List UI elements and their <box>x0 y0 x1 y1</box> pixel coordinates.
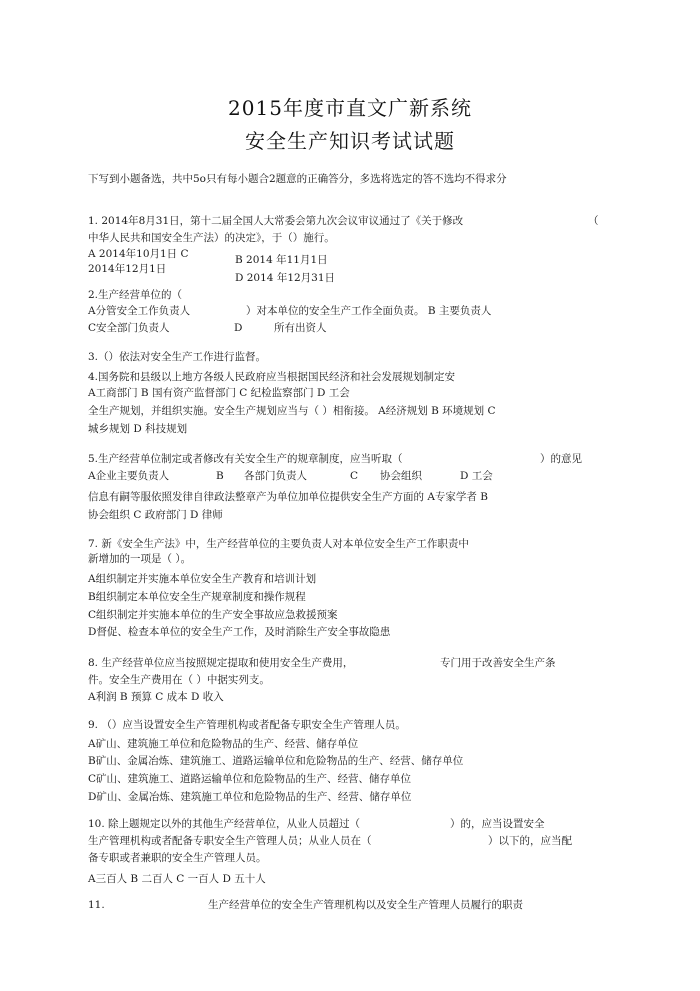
question-2-options-ab: A分管安全工作负责人 ）对本单位的安全生产工作全面负责。 B 主要负责人 <box>88 305 492 317</box>
question-2-options-cd: C安全部门负责人 D 所有出资人 <box>88 322 327 334</box>
question-10-stem: 10. 除上题规定以外的其他生产经营单位，从业人员超过（ ）的，应当设置安全 <box>88 818 545 830</box>
question-7-option-a: A组织制定并实施本单位安全生产教育和培训计划 <box>88 573 317 585</box>
question-10-stem-end: 备专职或者兼职的安全生产管理人员。 <box>88 852 267 864</box>
question-4-line-2: A工商部门 B 国有资产监督部门 C 纪检监察部门 D 工会 <box>88 387 350 399</box>
page-subtitle: 安全生产知识考试试题 <box>245 129 455 153</box>
question-2-stem: 2.生产经营单位的（ <box>88 289 183 301</box>
question-8-options: A利润 B 预算 C 成本 D 收入 <box>88 691 224 703</box>
question-7-stem: 7. 新《安全生产法》中，生产经营单位的主要负责人对本单位安全生产工作职责中 <box>88 538 469 550</box>
question-7-option-b: B组织制定本单位安全生产规章制度和操作规程 <box>88 591 306 603</box>
question-7-option-d: D督促、检查本单位的安全生产工作，及时消除生产安全事故隐患 <box>88 626 391 638</box>
question-4-line-4: 城乡规划 D 科技规划 <box>88 423 188 435</box>
question-5-options: A企业主要负责人 B 各部门负责人 C 协会组织 D 工会 <box>88 470 493 482</box>
question-7-option-c: C组织制定并实施本单位的生产安全事故应急救援预案 <box>88 609 338 621</box>
question-1-option-a: A 2014年10月1日 C <box>88 248 189 260</box>
question-9-option-b: B矿山、金属冶炼、建筑施工、道路运输单位和危险物品的生产、经营、储存单位 <box>88 755 464 767</box>
question-9-option-a: A矿山、建筑施工单位和危险物品的生产、经营、储存单位 <box>88 738 359 750</box>
question-1-stem-cont: 中华人民共和国安全生产法）的决定》，于（）施行。 <box>88 232 335 244</box>
question-6-line-1: 信息有嗣等服依照发律自律政法整章产为单位加单位提供安全生产方面的 A专家学者 B <box>88 491 488 503</box>
question-11-stem: 11. 生产经营单位的安全生产管理机构以及安全生产管理人员履行的职责 <box>88 899 523 911</box>
question-8-stem: 8. 生产经营单位应当按照规定提取和使用安全生产费用， 专门用于改善安全生产条 <box>88 657 556 669</box>
page-title: 2015年度市直文广新系统 <box>228 96 472 120</box>
question-1-stem: 1. 2014年8月31日，第十二届全国人大常委会第九次会议审议通过了《关于修改 （ <box>88 215 599 227</box>
question-3-stem: 3.（）依法对安全生产工作进行监督。 <box>88 351 267 363</box>
question-6-line-2: 协会组织 C 政府部门 D 律师 <box>88 509 223 521</box>
intro-instructions: 下写到小题备选，共中5o只有每小题合2题意的正确答分，多选将选定的答不选均不得求分 <box>88 173 507 185</box>
question-4-line-1: 4.国务院和县级以上地方各级人民政府应当根据国民经济和社会发展规划制定安 <box>88 371 456 383</box>
question-4-line-3: 全生产规划，并组织实施。安全生产规划应当与（ ）相衔接。 A经济规划 B 环境规划 C <box>88 405 496 417</box>
question-1-option-d: D 2014 年12月31日 <box>235 272 336 284</box>
question-1-option-b: B 2014 年11月1日 <box>235 254 328 266</box>
question-10-options: A三百人 B 二百人 C 一百人 D 五十人 <box>88 873 266 885</box>
question-10-stem-cont: 生产管理机构或者配备专职安全生产管理人员；从业人员在（ ）以下的，应当配 <box>88 835 572 847</box>
question-5-stem: 5.生产经营单位制定或者修改有关安全生产的规章制度，应当听取（ ）的意见 <box>88 453 582 465</box>
question-7-stem-cont: 新增加的一项是（ ）。 <box>88 553 192 565</box>
question-1-option-c: 2014年12月1日 <box>88 263 167 275</box>
question-9-stem: 9. （）应当设置安全生产管理机构或者配备专职安全生产管理人员。 <box>88 719 406 731</box>
question-8-stem-cont: 件。安全生产费用在（ ）中据实列支。 <box>88 674 270 686</box>
question-9-option-d: D矿山、金属冶炼、建筑施工单位和危险物品的生产、经营、储存单位 <box>88 791 412 803</box>
question-9-option-c: C矿山、建筑施工、道路运输单位和危险物品的生产、经营、储存单位 <box>88 773 412 785</box>
